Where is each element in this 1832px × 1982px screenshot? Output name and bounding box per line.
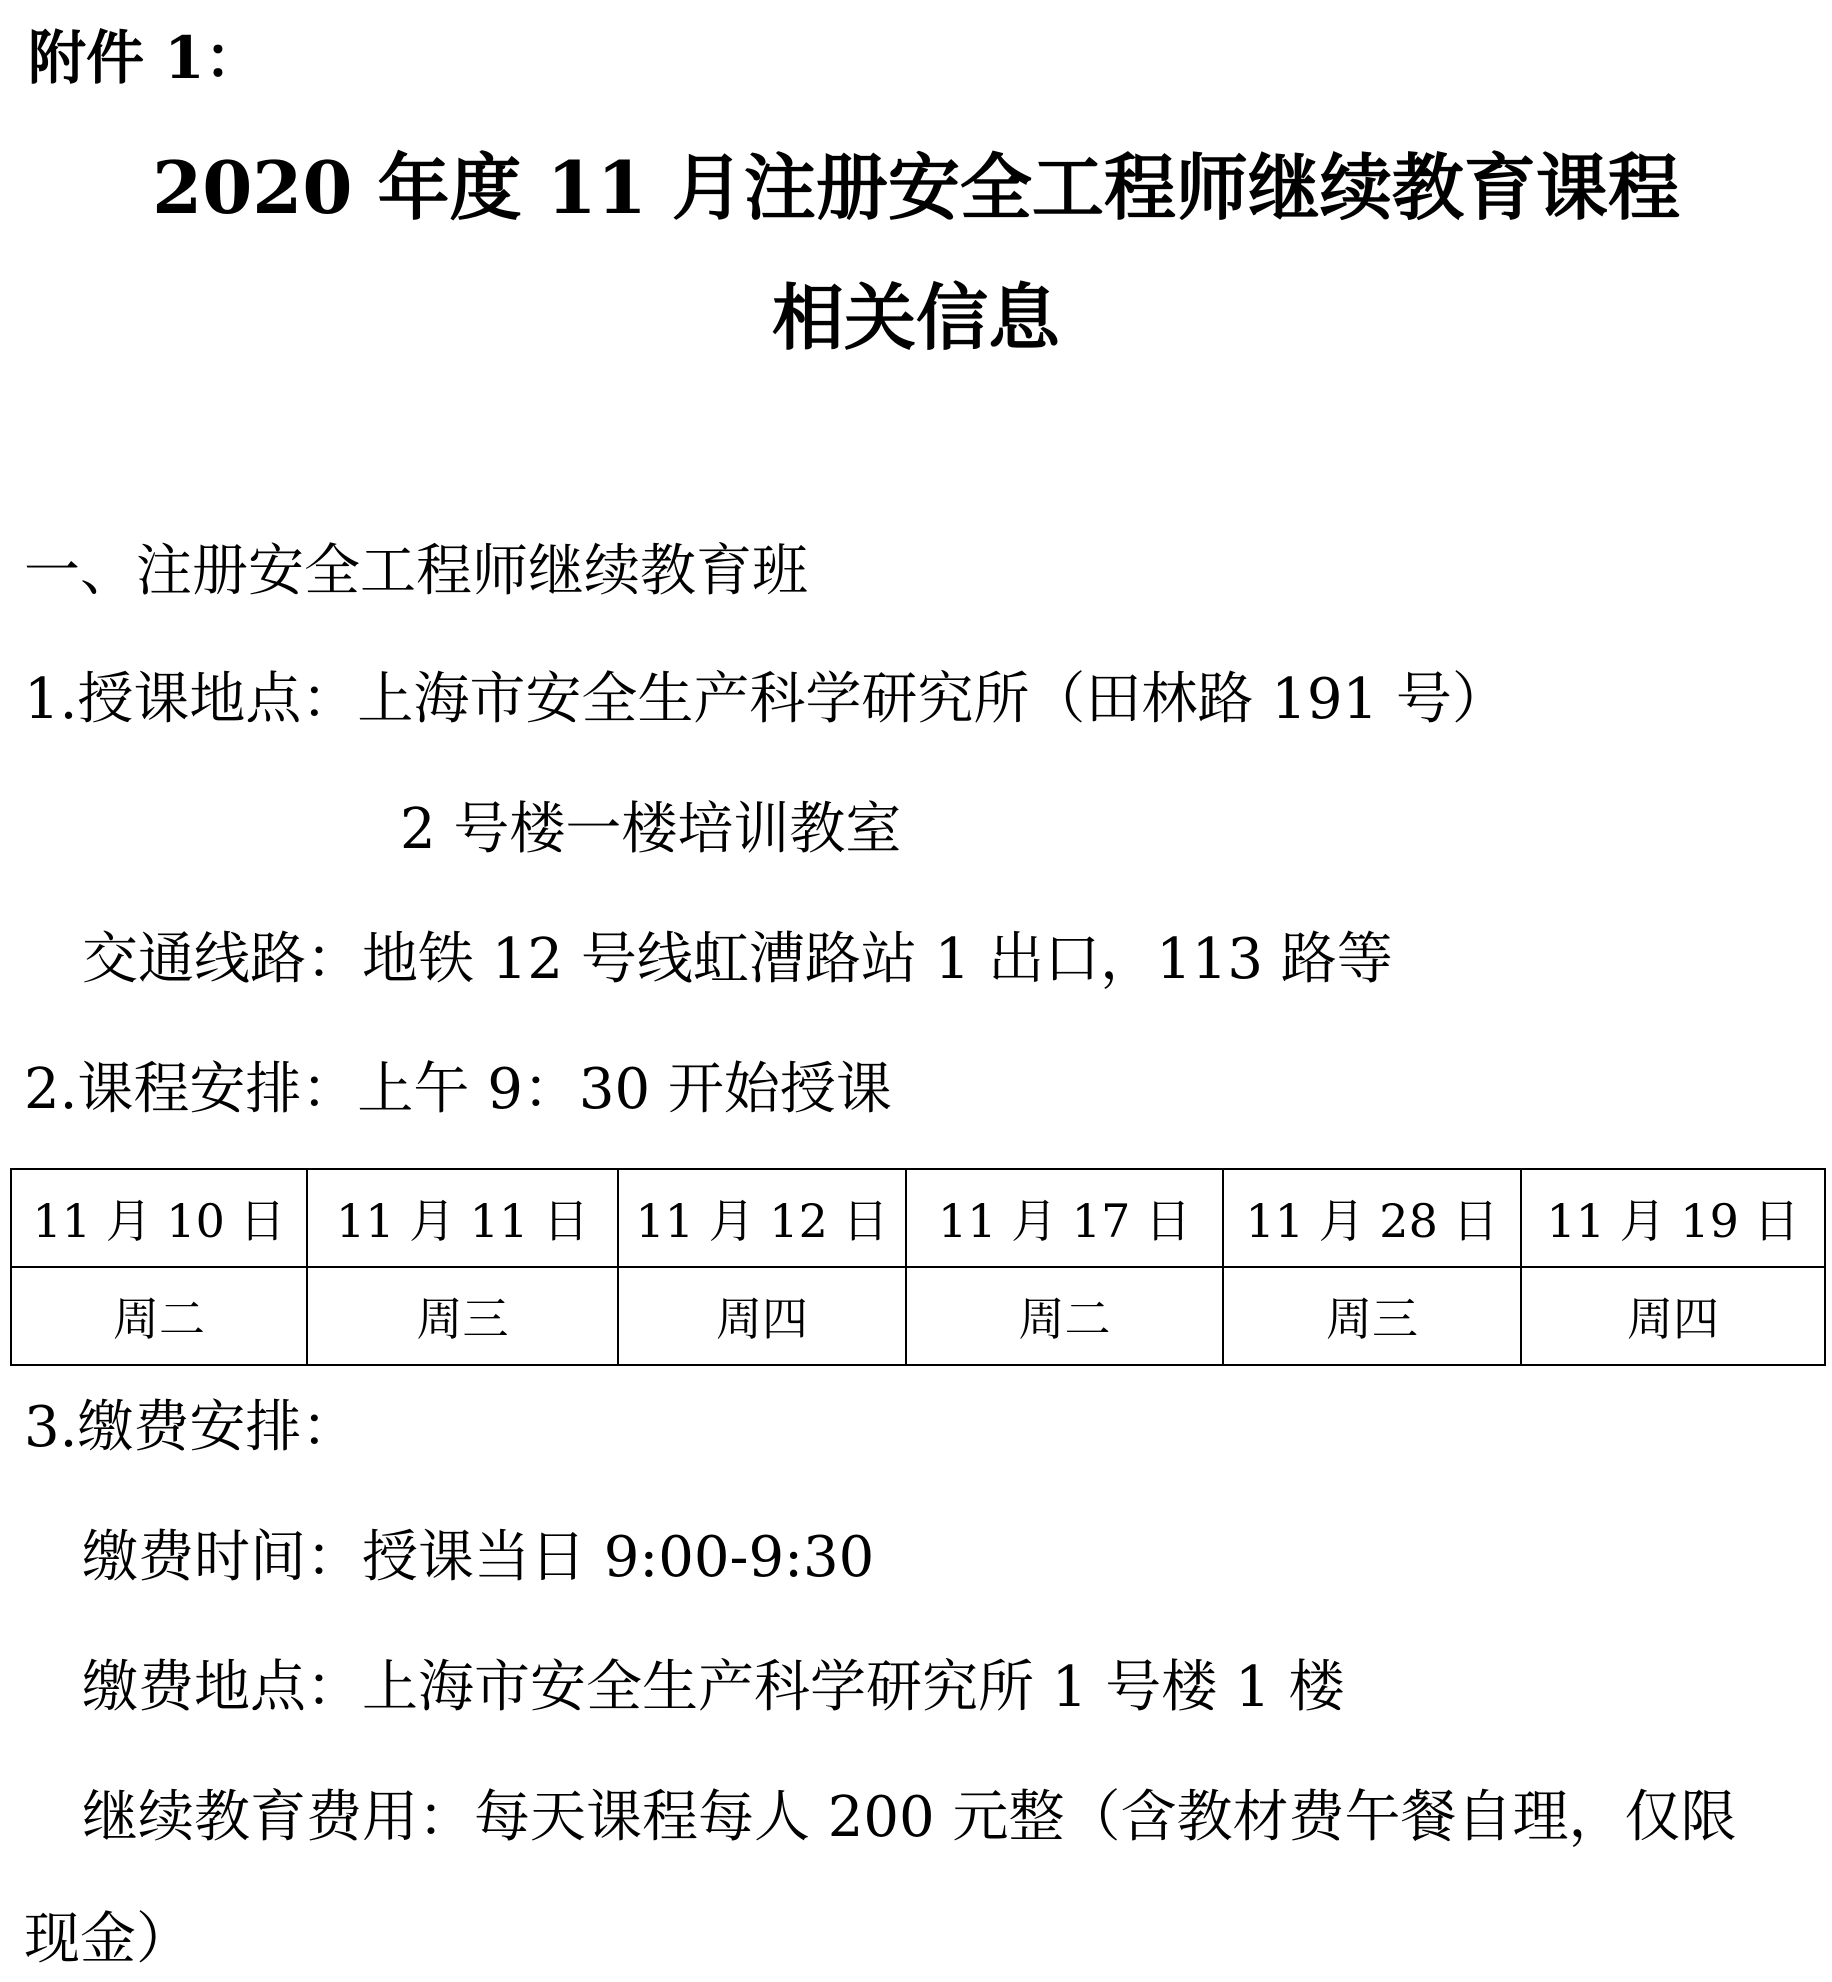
weekday-cell: 周四 [618, 1267, 906, 1365]
schedule-line: 2.课程安排：上午 9：30 开始授课 [24, 1057, 892, 1122]
weekday-cell: 周二 [906, 1267, 1223, 1365]
date-cell: 11 月 10 日 [11, 1169, 307, 1267]
date-cell: 11 月 19 日 [1521, 1169, 1825, 1267]
date-cell: 11 月 11 日 [307, 1169, 618, 1267]
date-cell: 11 月 12 日 [618, 1169, 906, 1267]
payment-time: 缴费时间：授课当日 9:00-9:30 [82, 1525, 875, 1590]
schedule-table [10, 1168, 1826, 1366]
weekday-cell: 周二 [11, 1267, 307, 1365]
table-row-dates [11, 1169, 1825, 1267]
fee-line-1: 继续教育费用：每天课程每人 200 元整（含教材费午餐自理，仅限 [82, 1785, 1737, 1850]
date-cell: 11 月 28 日 [1223, 1169, 1521, 1267]
table-row-weekdays [11, 1267, 1825, 1365]
location-line: 1.授课地点：上海市安全生产科学研究所（田林路 191 号） [24, 667, 1508, 732]
page-title-line1: 2020 年度 11 月注册安全工程师继续教育课程 [152, 145, 1680, 230]
payment-heading: 3.缴费安排： [24, 1395, 358, 1460]
date-cell: 11 月 17 日 [906, 1169, 1223, 1267]
weekday-cell: 周三 [307, 1267, 618, 1365]
transport-line: 交通线路：地铁 12 号线虹漕路站 1 出口，113 路等 [82, 927, 1393, 992]
payment-place: 缴费地点：上海市安全生产科学研究所 1 号楼 1 楼 [82, 1655, 1345, 1720]
weekday-cell: 周四 [1521, 1267, 1825, 1365]
location-continuation: 2 号楼一楼培训教室 [400, 797, 902, 862]
page-title-line2: 相关信息 [771, 275, 1060, 360]
weekday-cell: 周三 [1223, 1267, 1521, 1365]
attachment-label: 附件 1： [28, 24, 263, 92]
fee-line-2: 现金） [24, 1907, 192, 1972]
section-heading: 一、注册安全工程师继续教育班 [24, 539, 808, 604]
